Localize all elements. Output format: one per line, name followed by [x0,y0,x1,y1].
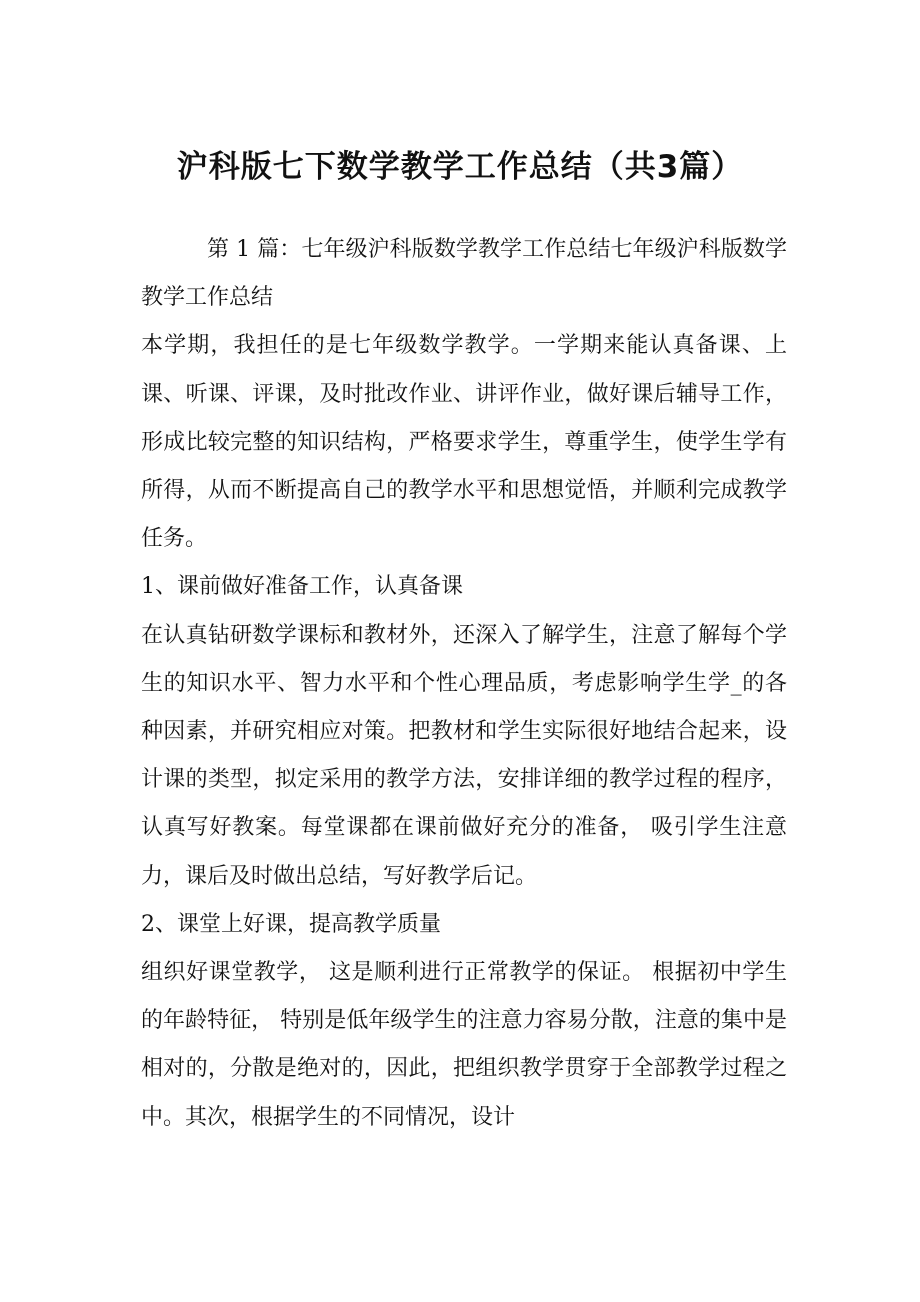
paragraph-classroom: 组织好课堂教学， 这是顺利进行正常教学的保证。 根据初中学生的年龄特征， 特别是低年级学生的注意力容易分散，注意的集中是相对的，分散是绝对的，因此，把组织教学贯穿于全部教学过程之中。其次，根据学生的不同情况，设计 [141,960,787,1130]
document-title: 沪科版七下数学教学工作总结（共3篇） [176,149,744,185]
document-body [141,226,787,1142]
paragraph-intro-heading: 第 1 篇：七年级沪科版数学教学工作总结七年级沪科版数学教学工作总结 [141,237,787,311]
section-heading-preparation: 1、课前做好准备工作，认真备课 [141,574,463,600]
paragraph-summary: 本学期，我担任的是七年级数学教学。一学期来能认真备课、上课、听课、评课，及时批改作业、讲评作业，做好课后辅导工作，形成比较完整的知识结构，严格要求学生，尊重学生，使学生学有所得，从而不断提高自己的教学水平和思想觉悟，并顺利完成教学任务。 [141,333,787,552]
paragraph-preparation: 在认真钻研数学课标和教材外，还深入了解学生，注意了解每个学生的知识水平、智力水平和个性心理品质，考虑影响学生学_的各种因素，并研究相应对策。把教材和学生实际很好地结合起来，设计课的类型，拟定采用的教学方法，安排详细的教学过程的程序，认真写好教案。每堂课都在课前做好充分的准备， 吸引学生注意力，课后及时做出总结，写好教学后记。 [141,622,787,889]
section-heading-classroom: 2、课堂上好课，提高教学质量 [141,911,441,937]
